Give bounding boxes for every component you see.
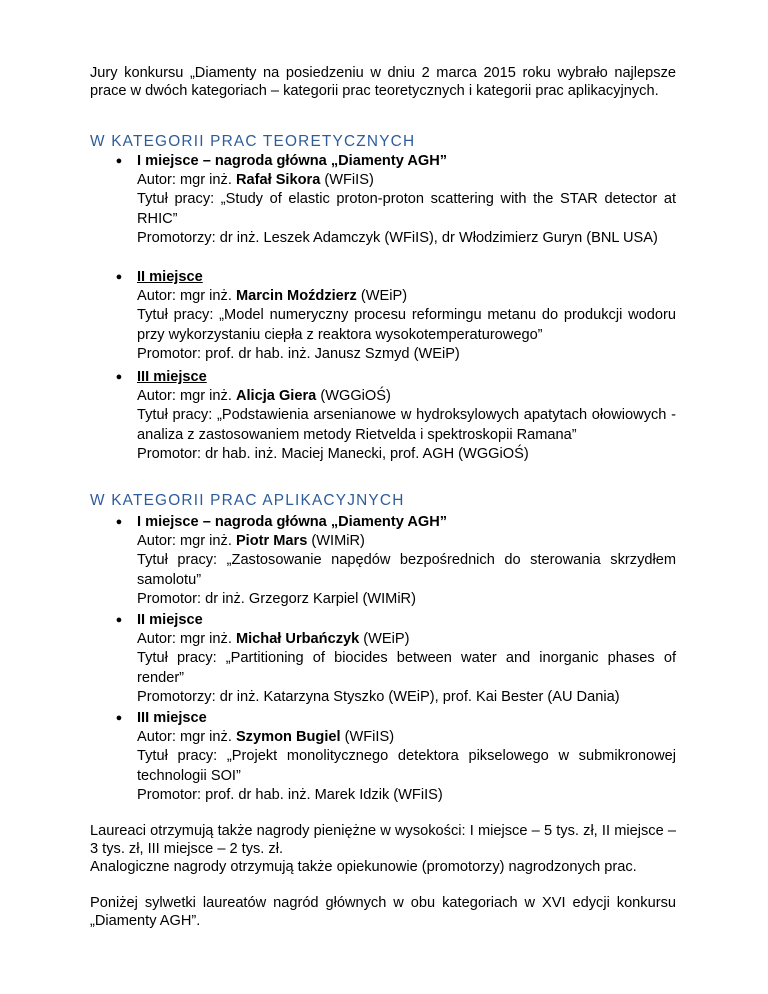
- closing-paragraph: Poniżej sylwetki laureatów nagród głównych w obu kategoriach w XVI edycji konkursu „Diamenty AGH”.: [90, 895, 676, 929]
- author-name: Rafał Sikora: [235, 172, 321, 189]
- place-label: II miejsce: [137, 269, 203, 285]
- promoter-line: Promotorzy: dr inż. Katarzyna Styszko (WEiP), prof. Kai Bester (AU Dania): [137, 688, 620, 705]
- title-line: Tytuł pracy: „Partitioning of biocides between water and inorganic phases of render”: [137, 650, 676, 686]
- entry-applied-1: [90, 513, 676, 609]
- entry-theoretical-1: [90, 152, 676, 248]
- place-label: III miejsce: [137, 369, 207, 385]
- place-label: II miejsce: [137, 612, 203, 628]
- author-line: Autor: mgr inż. Szymon Bugiel (WFiIS): [137, 729, 395, 746]
- place-label: III miejsce: [137, 710, 207, 726]
- author-line: Autor: mgr inż. Rafał Sikora (WFiIS): [137, 172, 374, 189]
- entry-theoretical-3: [90, 368, 676, 464]
- entry-applied-3: [90, 709, 676, 805]
- promoter-line: Promotor: prof. dr hab. inż. Marek Idzik (WFiIS): [137, 786, 443, 803]
- title-line: Tytuł pracy: „Study of elastic proton-proton scattering with the STAR detector at RHIC”: [137, 191, 676, 227]
- author-name: Michał Urbańczyk: [235, 631, 360, 648]
- author-name: Szymon Bugiel: [235, 729, 341, 746]
- intro-paragraph: Jury konkursu „Diamenty na posiedzeniu w dniu 2 marca 2015 roku wybrało najlepsze prace w dwóch kategoriach – kategorii prac teoretycznych i kategorii prac aplikacyjnych.: [90, 65, 676, 99]
- author-name: Piotr Mars: [235, 533, 308, 550]
- bullet-icon: ●: [115, 155, 123, 167]
- bullet-icon: ●: [115, 614, 123, 626]
- bullet-icon: ●: [115, 371, 123, 383]
- bullet-icon: ●: [115, 271, 123, 283]
- title-line: Tytuł pracy: „Podstawienia arsenianowe w hydroksylowych apatytach ołowiowych - analiza z zastosowaniem metody Rietvelda i spektroskopii Ramana”: [137, 407, 676, 443]
- promoter-line: Promotor: prof. dr hab. inż. Janusz Szmyd (WEiP): [137, 345, 460, 362]
- entry-applied-2: [90, 611, 676, 707]
- section-heading-applied: W KATEGORII PRAC APLIKACYJNYCH: [90, 492, 405, 509]
- bullet-icon: ●: [115, 712, 123, 724]
- place-label: I miejsce – nagroda główna „Diamenty AGH”: [137, 514, 448, 530]
- entry-theoretical-2: [90, 268, 676, 364]
- title-line: Tytuł pracy: „Model numeryczny procesu reformingu metanu do produkcji wodoru przy wykorzystaniu ciepła z reaktora wysokotemperaturowego”: [137, 307, 676, 343]
- bullet-icon: ●: [115, 516, 123, 528]
- place-label: I miejsce – nagroda główna „Diamenty AGH”: [137, 153, 448, 169]
- title-line: Tytuł pracy: „Zastosowanie napędów bezpośrednich do sterowania skrzydłem samolotu”: [137, 552, 676, 588]
- promoter-line: Promotorzy: dr inż. Leszek Adamczyk (WFiIS), dr Włodzimierz Guryn (BNL USA): [137, 229, 658, 246]
- author-name: Marcin Moździerz: [235, 288, 357, 305]
- promoter-line: Promotor: dr hab. inż. Maciej Manecki, prof. AGH (WGGiOŚ): [137, 445, 529, 462]
- author-line: Autor: mgr inż. Michał Urbańczyk (WEiP): [137, 631, 410, 648]
- promoters-prizes-paragraph: Analogiczne nagrody otrzymują także opiekunowie (promotorzy) nagrodzonych prac.: [90, 859, 637, 875]
- title-line: Tytuł pracy: „Projekt monolitycznego detektora pikselowego w submikronowej technologii SOI”: [137, 748, 676, 784]
- promoter-line: Promotor: dr inż. Grzegorz Karpiel (WIMiR): [137, 590, 416, 607]
- author-line: Autor: mgr inż. Piotr Mars (WIMiR): [137, 533, 365, 550]
- author-name: Alicja Giera: [235, 388, 317, 405]
- author-line: Autor: mgr inż. Alicja Giera (WGGiOŚ): [137, 388, 391, 405]
- section-heading-theoretical: W KATEGORII PRAC TEORETYCZNYCH: [90, 133, 416, 150]
- prizes-paragraph: Laureaci otrzymują także nagrody pieniężne w wysokości: I miejsce – 5 tys. zł, II miejsce – 3 tys. zł, III miejsce – 2 tys. zł.: [90, 823, 676, 857]
- author-line: Autor: mgr inż. Marcin Moździerz (WEiP): [137, 288, 408, 305]
